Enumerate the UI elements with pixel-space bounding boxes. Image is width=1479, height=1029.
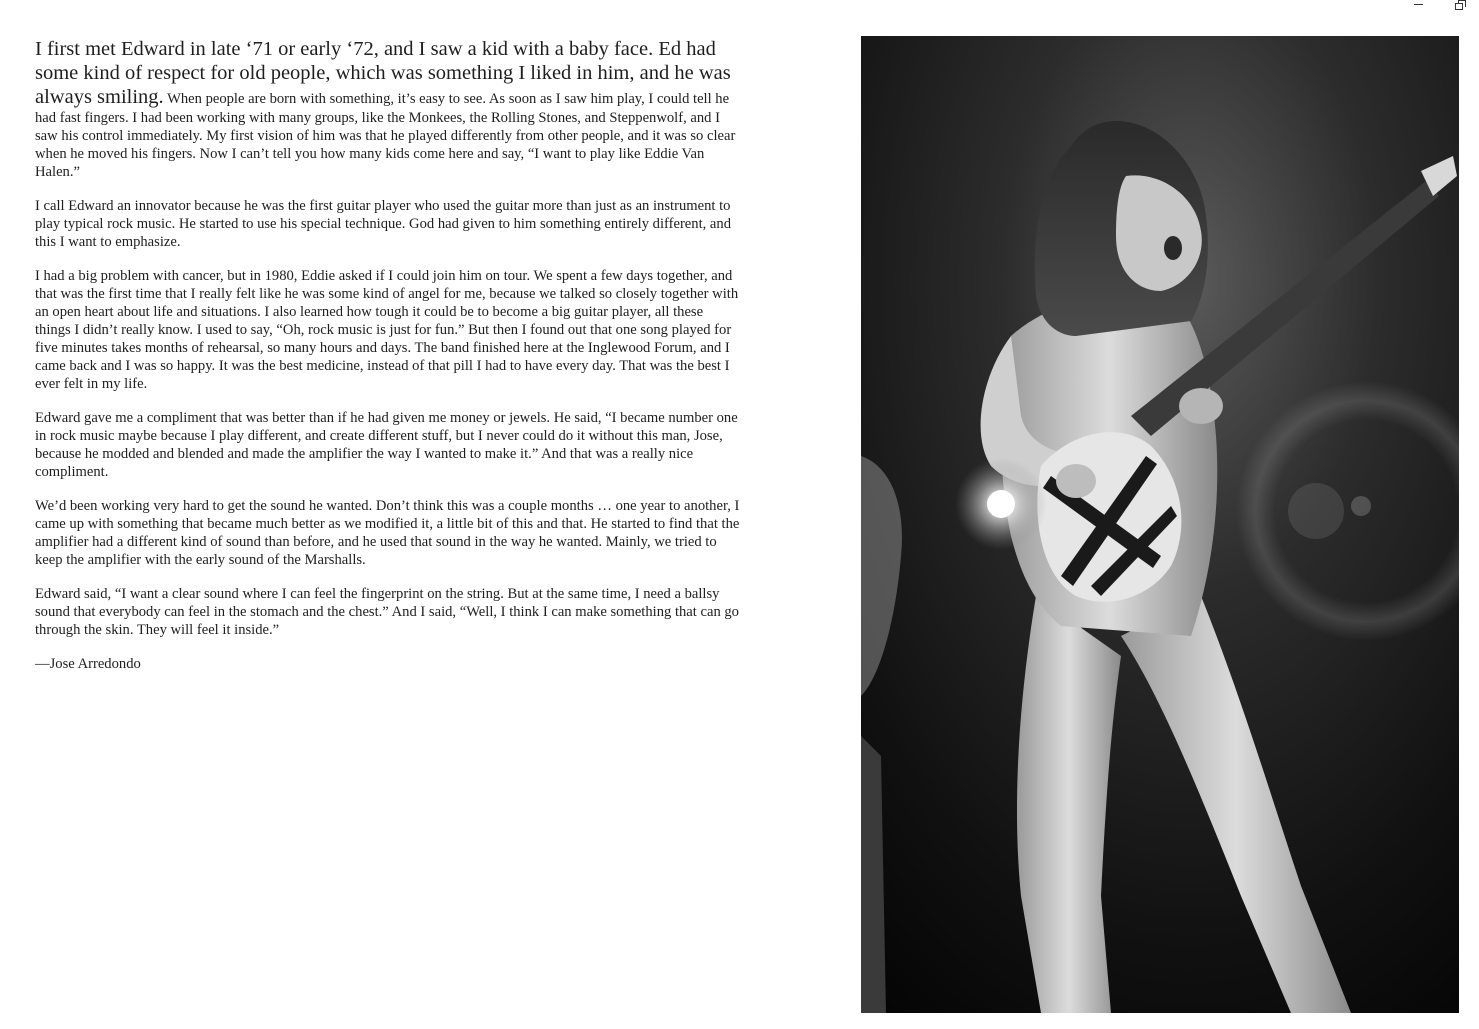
paragraph-clear-sound: Edward said, “I want a clear sound where I can feel the fingerprint on the string. But at the same time, I need a ballsy sound that everybody can feel in the stomach and the chest.” And I said, “Well, I think I can make something that can go through the skin. They will feel it inside.” — [35, 586, 739, 638]
restore-icon[interactable] — [1455, 0, 1467, 10]
lede-text: I first met Edward in late ‘71 or early ‘72, and I saw a kid with a baby face. Ed had some kind of respect for old people, which was something I liked in him, and he was always smiling. — [35, 38, 731, 108]
minimize-icon[interactable] — [1413, 0, 1425, 10]
article-text — [35, 37, 740, 689]
window-controls — [1413, 0, 1467, 12]
paragraph-compliment: Edward gave me a compliment that was better than if he had given me money or jewels. He said, “I became number one in rock music maybe because I play different, and create different stuff, but I never could do it without this man, Jose, because he modded and blended and made the amplifier the way I wanted to make it.” And that was a really nice compliment. — [35, 410, 738, 480]
intro-body-text: When people are born with something, it’s easy to see. As soon as I saw him play, I could tell he had fast fingers. I had been working with many groups, like the Monkees, the Rolling Stones, and Steppenwolf, and I saw his control immediately. My first vision of him was that he played differently from other people, and it was so clear when he moved his fingers. Now I can’t tell you how many kids come here and say, “I want to play like Eddie Van Halen.” — [35, 91, 736, 180]
paragraph-innovator: I call Edward an innovator because he was the first guitar player who used the guitar more than just as an instrument to play typical rock music. He started to use his special technique. God had given to him something entirely different, and this I want to emphasize. — [35, 198, 731, 250]
paragraph-sound: We’d been working very hard to get the sound he wanted. Don’t think this was a couple months … one year to another, I came up with something that became much better as we modified it, a little bit of this and that. He started to find that the amplifier had a different kind of sound than before, and he used that sound in the way he wanted. Mainly, we tried to keep the amplifier with the early sound of the Marshalls. — [35, 498, 740, 568]
concert-photo — [861, 36, 1459, 1013]
paragraph-tour: I had a big problem with cancer, but in 1980, Eddie asked if I could join him on tour. We spent a few days together, and that was the first time that I really felt like he was some kind of angel for me, because we talked so closely together with an open heart about life and situations. I also learned how tough it could be to become a big guitar player, all these things I didn’t really know. I used to say, “Oh, rock music is just for fun.” But then I found out that one song played for five minutes takes months of rehearsal, so many hours and days. The band finished here at the Inglewood Forum, and I came back and I was so happy. It was the best medicine, instead of that pill I had to have every day. That was the best I ever felt in my life. — [35, 268, 739, 392]
paragraph-intro — [35, 37, 740, 181]
signature: —Jose Arredondo — [35, 656, 141, 672]
guitarist-photo-illustration — [861, 36, 1459, 1013]
